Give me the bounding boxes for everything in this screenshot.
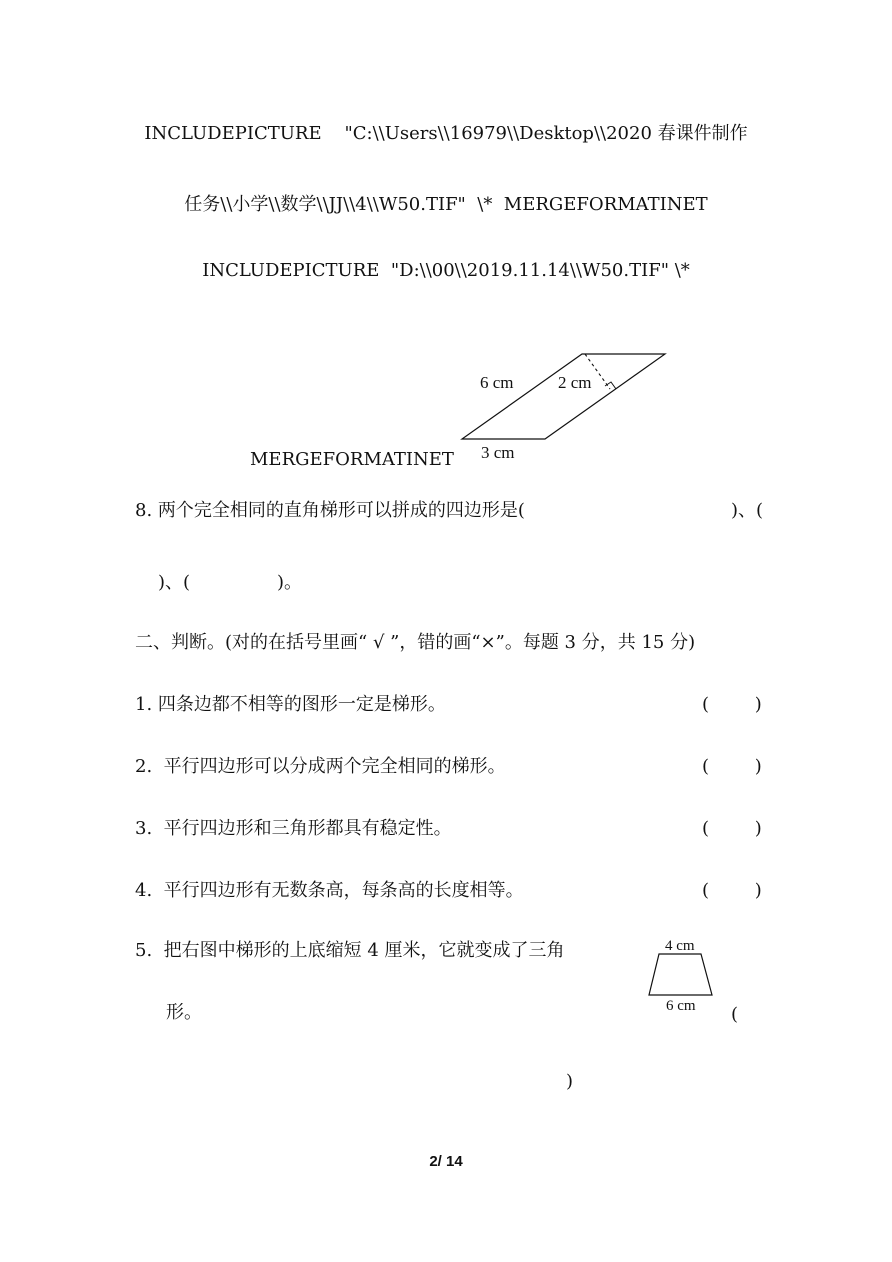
field-code-line-4: MERGEFORMATINET — [250, 449, 454, 470]
judge-item-3: 3. 平行四边形和三角形都具有稳定性。 — [135, 818, 452, 839]
trapezoid-top-label: 4 cm — [665, 938, 695, 954]
page-number: 2/ 14 — [429, 1153, 463, 1170]
parallelogram-shape — [462, 354, 665, 439]
base-label: 3 cm — [481, 443, 515, 462]
section-2-heading: 二、判断。(对的在括号里画“ √ ”，错的画“×”。每题 3 分，共 15 分) — [135, 632, 696, 653]
question-8-blank-close-1: )、( — [731, 500, 764, 521]
field-code-line-1: INCLUDEPICTURE "C:\\Users\\16979\\Desktop\\2020 春课件制作 — [144, 123, 748, 144]
height-label: 2 cm — [558, 373, 592, 392]
judge-item-4: 4. 平行四边形有无数条高，每条高的长度相等。 — [135, 880, 524, 901]
question-8-text: 8. 两个完全相同的直角梯形可以拼成的四边形是( — [135, 500, 525, 521]
question-8-blank-2: )、( — [158, 572, 191, 593]
judge-item-5-bracket-close: ) — [566, 1071, 574, 1092]
judge-item-1-bracket: ( ) — [702, 694, 762, 715]
side-label: 6 cm — [480, 373, 514, 392]
trapezoid-shape — [649, 954, 712, 995]
trapezoid-figure — [640, 932, 740, 1016]
field-code-line-3: INCLUDEPICTURE "D:\\00\\2019.11.14\\W50.TIF" \* — [202, 260, 690, 281]
judge-item-2: 2. 平行四边形可以分成两个完全相同的梯形。 — [135, 756, 506, 777]
right-angle-mark — [605, 382, 616, 389]
judge-item-4-bracket: ( ) — [702, 880, 762, 901]
judge-item-2-bracket: ( ) — [702, 756, 762, 777]
trapezoid-bottom-label: 6 cm — [666, 998, 696, 1014]
judge-item-5-line-2: 形。 — [166, 1002, 202, 1023]
question-8-blank-3: )。 — [277, 572, 303, 593]
parallelogram-figure — [455, 345, 675, 465]
judge-item-5-line-1: 5. 把右图中梯形的上底缩短 4 厘米，它就变成了三角 — [135, 940, 565, 961]
judge-item-5-bracket-open: ( — [731, 1004, 739, 1025]
judge-item-3-bracket: ( ) — [702, 818, 762, 839]
field-code-line-2: 任务\\小学\\数学\\JJ\\4\\W50.TIF" \* MERGEFORMATINET — [184, 194, 708, 215]
judge-item-1: 1. 四条边都不相等的图形一定是梯形。 — [135, 694, 446, 715]
